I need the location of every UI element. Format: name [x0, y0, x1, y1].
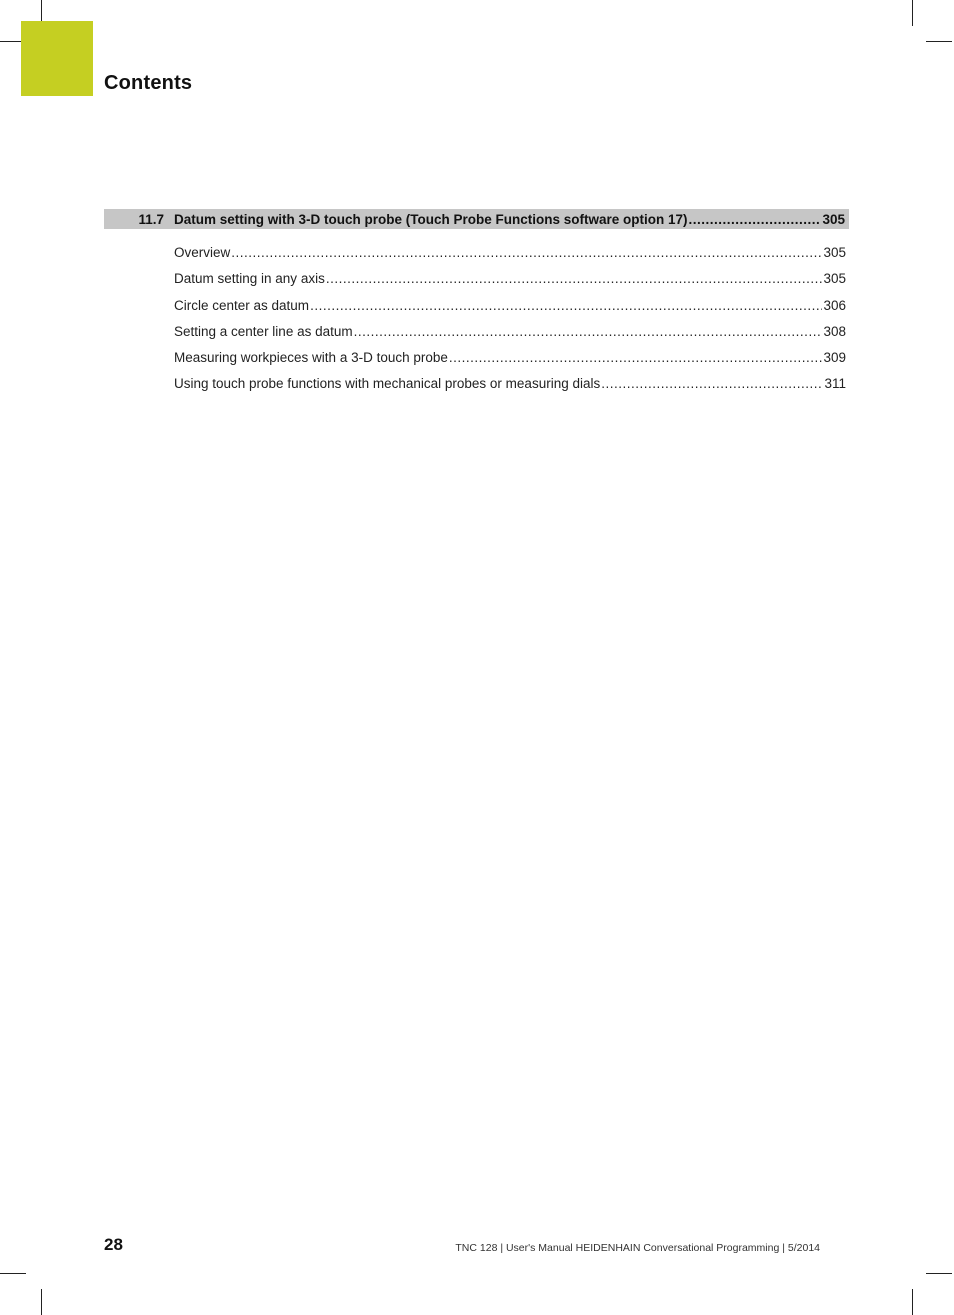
toc-list	[174, 245, 846, 403]
toc-entry-title: Measuring workpieces with a 3-D touch probe	[174, 350, 448, 366]
crop-mark-bottom-right-vertical	[912, 1289, 913, 1315]
crop-mark-bottom-left-vertical	[41, 1289, 42, 1315]
toc-entry[interactable]	[174, 376, 846, 402]
toc-entry-page: 305	[823, 245, 846, 260]
section-title: Datum setting with 3-D touch probe (Touch Probe Functions software option 17)	[174, 211, 688, 227]
toc-entry-page: 309	[823, 350, 846, 366]
section-page-number: 305	[822, 211, 845, 227]
page-number: 28	[104, 1235, 123, 1254]
crop-mark-bottom-left-horizontal	[0, 1273, 26, 1274]
dot-leader	[310, 298, 822, 313]
toc-entry-page: 308	[823, 323, 846, 339]
toc-entry[interactable]	[174, 350, 846, 376]
dot-leader	[601, 376, 823, 391]
toc-entry[interactable]	[174, 271, 846, 297]
dot-leader	[326, 271, 823, 286]
toc-entry-page: 306	[823, 297, 846, 313]
toc-entry[interactable]	[174, 245, 846, 271]
dot-leader	[354, 324, 823, 339]
toc-entry-title: Overview	[174, 245, 231, 260]
crop-mark-top-right-vertical	[912, 0, 913, 26]
toc-entry-title: Setting a center line as datum	[174, 323, 353, 339]
toc-entry-title: Datum setting in any axis	[174, 271, 325, 287]
chapter-tab	[21, 21, 93, 96]
toc-entry-page: 305	[823, 271, 846, 287]
toc-entry-title: Using touch probe functions with mechanical probes or measuring dials	[174, 376, 601, 392]
crop-mark-bottom-right-horizontal	[926, 1273, 952, 1274]
toc-section-heading[interactable]	[104, 209, 849, 229]
toc-entry-page: 311	[824, 376, 846, 392]
footer-text: TNC 128 | User's Manual HEIDENHAIN Conversational Programming | 5/2014	[455, 1242, 820, 1254]
page-title: Contents	[104, 72, 193, 94]
crop-mark-top-right-horizontal	[926, 41, 952, 42]
toc-entry[interactable]	[174, 324, 846, 350]
dot-leader	[449, 350, 823, 365]
dot-leader	[231, 245, 822, 260]
toc-entry-title: Circle center as datum	[174, 297, 310, 313]
dot-leader	[689, 212, 822, 227]
section-number: 11.7	[138, 211, 164, 227]
toc-entry[interactable]	[174, 298, 846, 324]
